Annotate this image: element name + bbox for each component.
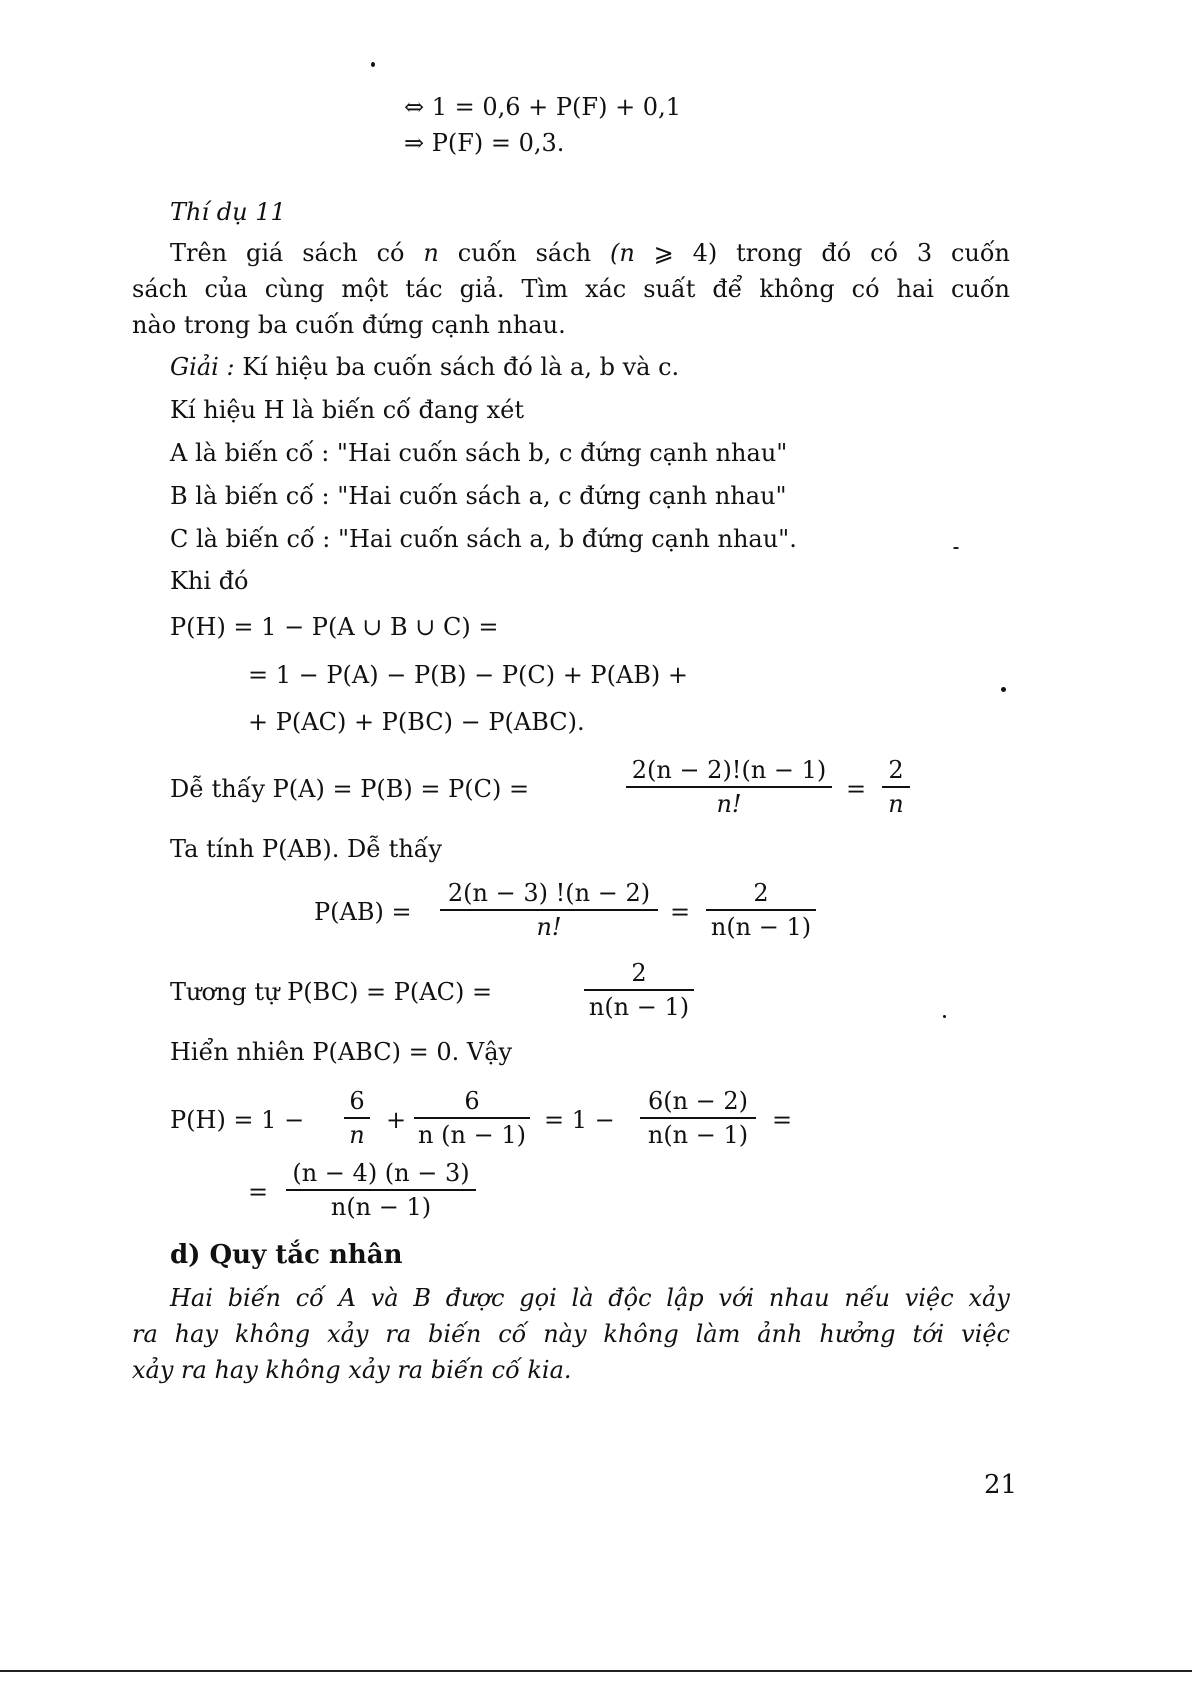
word: Trên <box>170 239 228 267</box>
de-thay-lhs: Dễ thấy P(A) = P(B) = P(C) = <box>170 775 530 803</box>
word: của <box>204 275 248 303</box>
word: có <box>870 239 898 267</box>
ph-expansion-line-1: P(H) = 1 − P(A ∪ B ∪ C) = <box>170 613 499 641</box>
word: sách <box>535 239 592 267</box>
equals-sign: = <box>846 775 867 803</box>
fraction-numerator: 2 <box>888 756 904 784</box>
word: hưởng <box>819 1320 896 1348</box>
word: Tìm <box>521 275 568 303</box>
word: có <box>851 275 880 303</box>
example-title: Thí dụ 11 <box>170 198 286 226</box>
word: làm <box>695 1320 741 1348</box>
hien-nhien-text: Hiển nhiên P(ABC) = 0. Vậy <box>170 1038 513 1066</box>
ph-expansion-line-2: = 1 − P(A) − P(B) − P(C) + P(AB) + <box>248 661 689 689</box>
problem-line-2 <box>132 274 1010 304</box>
word: ra <box>132 1320 158 1348</box>
word: n <box>423 239 439 267</box>
plus-sign: + <box>386 1106 407 1134</box>
problem-line-3: nào trong ba cuốn đứng cạnh nhau. <box>132 311 566 339</box>
definition-line-1 <box>170 1283 1010 1313</box>
fraction-bar <box>626 786 832 788</box>
equivalence-line: ⇔ 1 = 0,6 + P(F) + 0,1 <box>404 93 681 121</box>
word: hay <box>174 1320 218 1348</box>
equals-one-minus: = 1 − <box>544 1106 615 1134</box>
word: giả. <box>459 275 505 303</box>
word: không <box>759 275 835 303</box>
word: trong <box>736 239 803 267</box>
word: A <box>338 1284 356 1312</box>
word: một <box>341 275 389 303</box>
solution-label: Giải : <box>170 353 235 381</box>
fraction-numerator: 6(n − 2) <box>647 1087 749 1115</box>
word: biến <box>227 1284 281 1312</box>
scan-speck <box>943 1015 946 1018</box>
fraction-denominator: n! <box>536 913 562 941</box>
word: sách <box>302 239 358 267</box>
definition-line-3: xảy ra hay không xảy ra biến cố kia. <box>132 1356 572 1384</box>
word: và <box>370 1284 399 1312</box>
word: xảy <box>327 1320 369 1348</box>
scan-speck <box>1001 687 1006 692</box>
word: này <box>543 1320 587 1348</box>
pbc-fraction <box>584 958 694 1022</box>
equals-sign: = <box>248 1178 269 1206</box>
event-a-definition: A là biến cố : "Hai cuốn sách b, c đứng cạnh nhau" <box>170 439 788 467</box>
scan-speck <box>371 62 375 67</box>
implication-line: ⇒ P(F) = 0,3. <box>404 129 565 157</box>
fraction-denominator: n(n − 1) <box>330 1193 432 1221</box>
fraction-bar <box>440 909 658 911</box>
word: xác <box>584 275 627 303</box>
fraction-denominator: n(n − 1) <box>710 913 812 941</box>
word: cố <box>295 1284 324 1312</box>
two-over-n-fraction <box>882 755 910 819</box>
fraction-numerator: 6 <box>464 1087 480 1115</box>
word: 4) <box>692 239 718 267</box>
fraction-numerator: 6 <box>349 1087 365 1115</box>
khi-do-text: Khi đó <box>170 567 249 595</box>
fraction-numerator: 2(n − 3) !(n − 2) <box>447 879 651 907</box>
word: tới <box>912 1320 945 1348</box>
fraction-numerator: 2(n − 2)!(n − 1) <box>631 756 827 784</box>
word: giá <box>246 239 284 267</box>
word: sách <box>132 275 188 303</box>
pa-fraction <box>626 755 832 819</box>
fraction-numerator: (n − 4) (n − 3) <box>292 1159 470 1187</box>
word: ra <box>385 1320 412 1348</box>
fraction-numerator: 2 <box>753 879 769 907</box>
word: để <box>712 275 743 303</box>
word: xảy <box>968 1284 1010 1312</box>
word: suất <box>643 275 696 303</box>
ta-tinh-text: Ta tính P(AB). Dễ thấy <box>170 835 443 863</box>
fraction-denominator: n <box>888 790 904 818</box>
six-over-n-fraction <box>344 1086 370 1150</box>
word: 3 <box>916 239 933 267</box>
event-c-definition: C là biến cố : "Hai cuốn sách a, b đứng cạnh nhau". <box>170 525 797 553</box>
fraction-numerator: 2 <box>631 959 647 987</box>
word: cuốn <box>950 275 1010 303</box>
final-lhs: P(H) = 1 − <box>170 1106 305 1134</box>
word: biến <box>428 1320 482 1348</box>
pab-lhs: P(AB) = <box>314 898 412 926</box>
solution-text: Kí hiệu ba cuốn sách đó là a, b và c. <box>242 353 680 381</box>
section-heading: d) Quy tắc nhân <box>170 1240 403 1270</box>
word: cùng <box>264 275 325 303</box>
word: với <box>718 1284 755 1312</box>
six-over-nn1-fraction <box>414 1086 530 1150</box>
word: nhau <box>768 1284 830 1312</box>
problem-line-1 <box>170 238 1010 268</box>
event-h-definition: Kí hiệu H là biến cố đang xét <box>170 396 524 424</box>
word: cuốn <box>457 239 517 267</box>
word: việc <box>904 1284 954 1312</box>
word: lập <box>666 1284 704 1312</box>
fraction-bar <box>706 909 816 911</box>
tuong-tu-lhs: Tương tự P(BC) = P(AC) = <box>170 978 493 1006</box>
word: nếu <box>844 1284 891 1312</box>
fraction-denominator: n <box>349 1121 365 1149</box>
pab-result-fraction <box>706 878 816 942</box>
event-b-definition: B là biến cố : "Hai cuốn sách a, c đứng cạnh nhau" <box>170 482 787 510</box>
definition-line-2 <box>132 1319 1010 1349</box>
fraction-denominator: n (n − 1) <box>418 1121 526 1149</box>
word: cố <box>498 1320 527 1348</box>
fraction-denominator: n! <box>716 790 742 818</box>
pab-fraction <box>440 878 658 942</box>
fraction-bar <box>640 1117 756 1119</box>
fraction-bar <box>882 786 910 788</box>
fraction-denominator: n(n − 1) <box>588 993 690 1021</box>
fraction-bar <box>344 1117 370 1119</box>
word: đó <box>821 239 852 267</box>
word: việc <box>961 1320 1010 1348</box>
ph-expansion-line-3: + P(AC) + P(BC) − P(ABC). <box>248 708 585 736</box>
word: không <box>234 1320 311 1348</box>
word: B <box>413 1284 431 1312</box>
final-result-fraction <box>286 1158 476 1222</box>
word: là <box>571 1284 594 1312</box>
word: độc <box>608 1284 652 1312</box>
scan-speck <box>953 547 959 549</box>
word: không <box>603 1320 679 1348</box>
six-n2-fraction <box>640 1086 756 1150</box>
solution-intro <box>170 352 679 382</box>
equals-sign: = <box>670 898 691 926</box>
word: ⩾ <box>653 239 674 267</box>
page-number: 21 <box>984 1470 1018 1500</box>
word: ảnh <box>757 1320 803 1348</box>
word: gọi <box>519 1284 557 1312</box>
word: được <box>445 1284 505 1312</box>
fraction-bar <box>414 1117 530 1119</box>
fraction-denominator: n(n − 1) <box>647 1121 749 1149</box>
word: cuốn <box>950 239 1010 267</box>
fraction-bar <box>584 989 694 991</box>
word: (n <box>609 239 635 267</box>
word: tác <box>405 275 443 303</box>
equals-sign: = <box>772 1106 793 1134</box>
fraction-bar <box>286 1189 476 1191</box>
word: có <box>376 239 405 267</box>
page-bottom-edge <box>0 1670 1192 1672</box>
word: Hai <box>170 1284 213 1312</box>
word: hai <box>896 275 934 303</box>
